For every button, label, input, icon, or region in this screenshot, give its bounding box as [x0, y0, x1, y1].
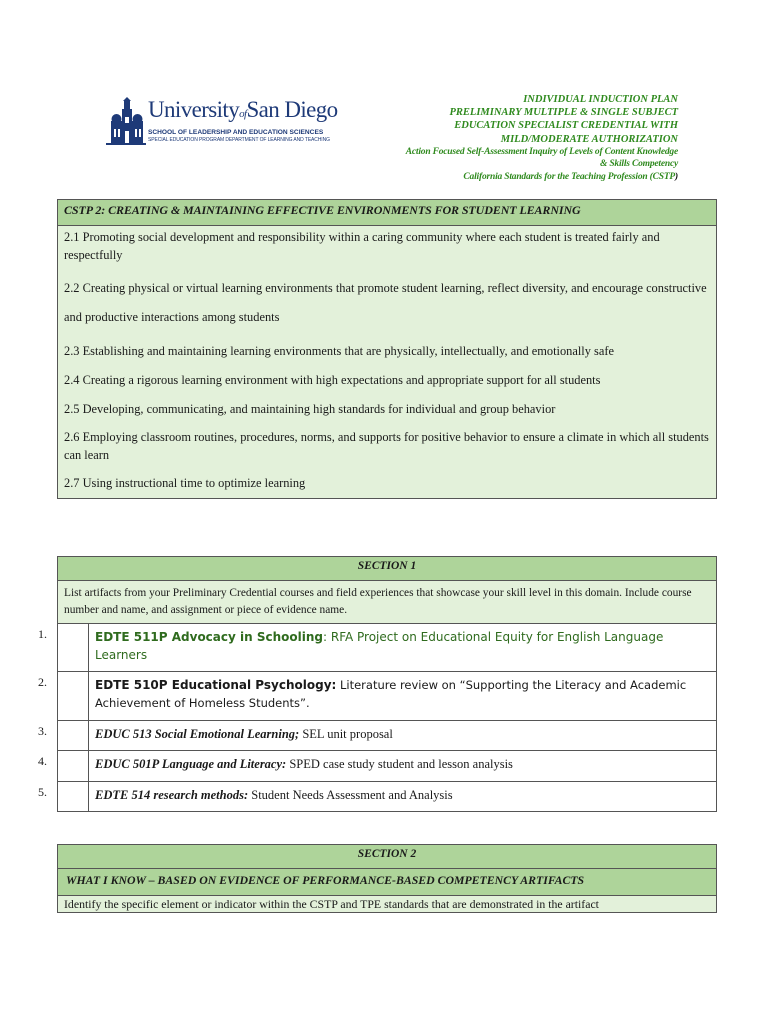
cstp-item: 2.5 Developing, communicating, and maintaining high standards for individual and group behavior: [64, 402, 556, 416]
cstp-item: 2.2 Creating physical or virtual learning environments that promote student learning, reflect diversity, and encourage constructive and productive interactions among students: [64, 281, 707, 324]
artifact-row: [58, 672, 717, 721]
artifact-entry[interactable]: [89, 782, 717, 812]
artifact-description: RFA Project on Educational Equity for English Language Learners: [95, 630, 664, 662]
artifact-row: [58, 721, 717, 751]
cstp-standards-table: [57, 199, 717, 499]
artifact-course: EDUC 501P Language and Literacy:: [95, 757, 287, 771]
artifact-number: 4.: [38, 754, 47, 768]
section1-table: [38, 556, 717, 812]
artifact-entry[interactable]: [89, 672, 717, 721]
document-title-block: [348, 93, 678, 183]
cstp-item: 2.7 Using instructional time to optimize learning: [64, 476, 306, 490]
cstp-item: 2.4 Creating a rigorous learning environment with high expectations and appropriate support for all students: [64, 373, 601, 387]
university-logo: [106, 95, 346, 151]
cstp-item: 2.3 Establishing and maintaining learning environments that are physically, intellectually, and emotionally safe: [64, 344, 614, 358]
artifact-course: EDUC 513 Social Emotional Learning;: [95, 727, 300, 741]
artifact-row: [58, 782, 717, 812]
title-line: EDUCATION SPECIALIST CREDENTIAL WITH: [454, 120, 678, 132]
section1-title: SECTION 1: [58, 557, 717, 581]
section1-instructions: List artifacts from your Preliminary Credential courses and field experiences that showcase your skill level in this domain. Include course number and name, and assignment or piece of evidence name.: [58, 581, 717, 624]
title-line: MILD/MODERATE AUTHORIZATION: [500, 133, 678, 145]
artifact-description: SEL unit proposal: [302, 727, 393, 741]
artifact-number: 3.: [38, 724, 47, 738]
campus-building-icon: [106, 97, 146, 147]
artifact-course: EDTE 511P Advocacy in Schooling: [95, 630, 323, 644]
subtitle-line: & Skills Competency: [599, 159, 678, 170]
artifact-row: [58, 624, 717, 672]
artifact-description: Student Needs Assessment and Analysis: [251, 788, 453, 802]
section2-table: [57, 844, 717, 913]
cstp-item: 2.6 Employing classroom routines, procedures, norms, and supports for positive behavior to ensure a climate in which all students can learn: [64, 430, 709, 462]
artifact-course: EDTE 514 research methods:: [95, 788, 249, 802]
artifact-description: SPED case study student and lesson analysis: [289, 757, 513, 771]
section2-heading: WHAT I KNOW – BASED ON EVIDENCE OF PERFORMANCE-BASED COMPETENCY ARTIFACTS: [58, 869, 717, 896]
artifact-number: 1.: [38, 627, 47, 641]
department-name: SPECIAL EDUCATION PROGRAM DEPARTMENT OF LEARNING AND TEACHING: [148, 137, 330, 143]
artifact-entry[interactable]: [89, 751, 717, 782]
artifact-entry[interactable]: EDTE 511P Advocacy in Schooling: RFA Project on Educational Equity for English Language Learners: [89, 624, 717, 672]
cstp-items: [58, 226, 717, 499]
artifact-row: [58, 751, 717, 782]
artifact-entry[interactable]: [89, 721, 717, 751]
title-line: PRELIMINARY MULTIPLE & SINGLE SUBJECT: [449, 107, 678, 119]
artifact-number: 5.: [38, 785, 47, 799]
artifact-number: 2.: [38, 675, 47, 689]
title-line: INDIVIDUAL INDUCTION PLAN: [523, 94, 678, 105]
artifact-course: EDTE 510P Educational Psychology:: [95, 678, 337, 692]
subtitle-line: California Standards for the Teaching Profession (CSTP): [463, 171, 678, 182]
section2-title: SECTION 2: [58, 845, 717, 869]
school-name: SCHOOL OF LEADERSHIP AND EDUCATION SCIENCES: [148, 129, 324, 136]
artifact-description: Literature review on “Supporting the Literacy and Academic Achievement of Homeless Students”.: [95, 678, 687, 710]
section2-instructions: Identify the specific element or indicator within the CSTP and TPE standards that are demonstrated in the artifact: [58, 896, 717, 913]
university-name: UniversityofSan Diego: [148, 97, 338, 122]
cstp-heading: CSTP 2: CREATING & MAINTAINING EFFECTIVE ENVIRONMENTS FOR STUDENT LEARNING: [58, 200, 717, 226]
cstp-item: 2.1 Promoting social development and responsibility within a caring community where each student is treated fairly and respectfully: [64, 230, 660, 262]
subtitle-line: Action Focused Self-Assessment Inquiry of Levels of Content Knowledge: [405, 146, 678, 157]
